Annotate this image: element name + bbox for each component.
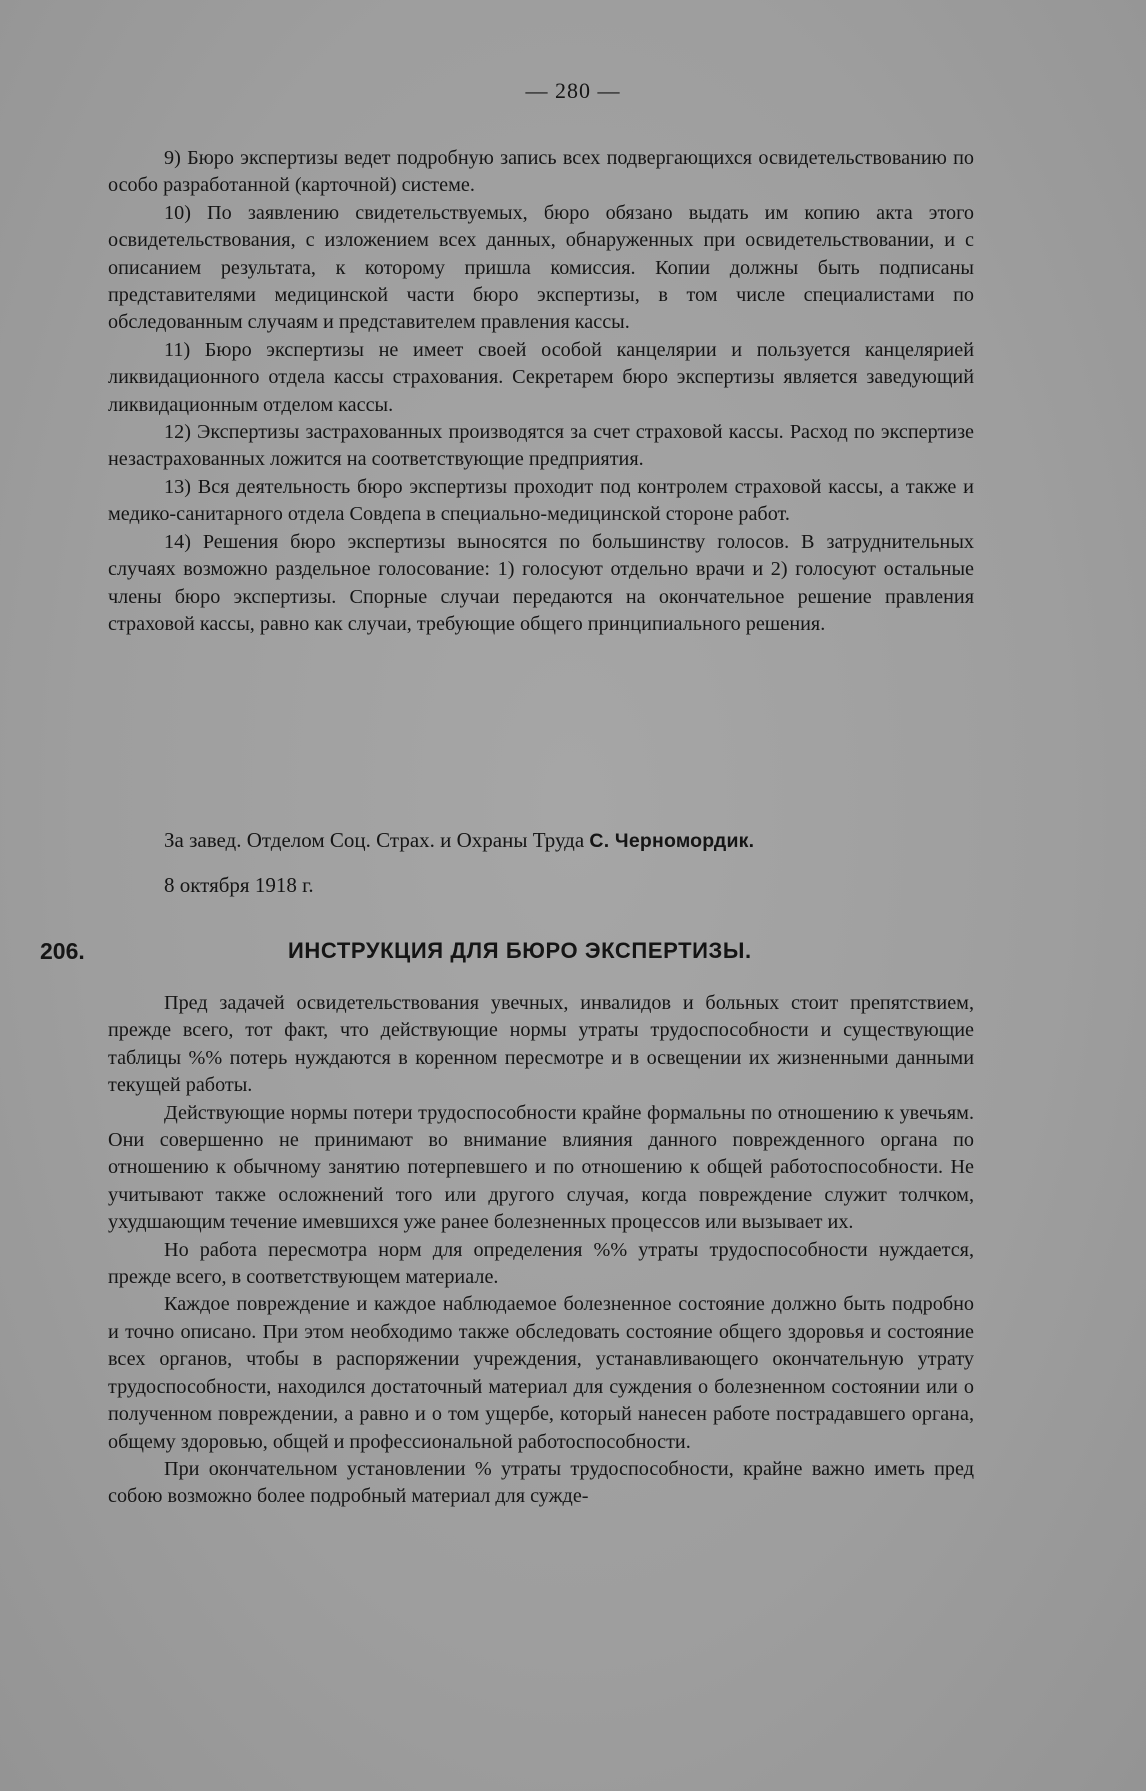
instruction-paragraph: При окончательном установлении % утраты трудоспособности, крайне важно иметь пред собою возможно более подробный материал для сужде-: [108, 1457, 974, 1508]
clause-14: 14) Решения бюро экспертизы выносятся по большинству голосов. В затруднительных случаях возможно раздельное голосование: 1) голосуют отдельно врачи и 2) голосуют остальные члены бюро экспертизы. Спорные случаи передаются на окончательное решение правления страховой кассы, равно как случаи, требующие общего принципиального решения.: [108, 530, 974, 635]
instruction-paragraph: Действующие нормы потери трудоспособности крайне формальны по отношению к увечьям. Они совершенно не принимают во внимание влияния данного поврежденного органа по отношению к обычному занятию потерпевшего и по отношению к общей работоспособности. Не учитывают также осложнений того или другого случая, когда повреждение служит толчком, ухудшающим течение имевшихся уже ранее болезненных процессов или вызывает их.: [108, 1101, 974, 1234]
instruction-paragraph: Пред задачей освидетельствования увечных, инвалидов и больных стоит препятствием, прежде всего, тот факт, что действующие нормы утраты трудоспособности и существующие таблицы %% потерь нуждаются в коренном пересмотре и в освещении их жизненными данными текущей работы.: [108, 992, 974, 1097]
signature-line: [164, 828, 754, 853]
regulation-clauses: [108, 145, 974, 638]
instruction-body: [108, 990, 974, 1511]
clause-12: 12) Экспертизы застрахованных производятся за счет страховой кассы. Расход по экспертизе незастрахованных ложится на соответствующие предприятия.: [108, 421, 974, 471]
section-number: 206.: [40, 938, 85, 964]
instruction-paragraph: Но работа пересмотра норм для определения %% утраты трудоспособности нуждается, прежде всего, в соответствующем материале.: [108, 1238, 974, 1289]
section-title: ИНСТРУКЦИЯ ДЛЯ БЮРО ЭКСПЕРТИЗЫ.: [288, 938, 752, 963]
clause-10: 10) По заявлению свидетельствуемых, бюро обязано выдать им копию акта этого освидетельствования, с изложением всех данных, обнаруженных при освидетельствовании, и с описанием результата, к которому пришла комиссия. Копии должны быть подписаны представителями медицинской части бюро экспертизы, в том числе специалистами по обследованным случаям и представителем правления кассы.: [108, 201, 974, 334]
document-date: 8 октября 1918 г.: [164, 873, 314, 897]
clause-9: 9) Бюро экспертизы ведет подробную запись всех подвергающихся освидетельствованию по особо разработанной (карточной) системе.: [108, 147, 974, 197]
clause-11: 11) Бюро экспертизы не имеет своей особой канцелярии и пользуется канцелярией ликвидационного отдела кассы страхования. Секретарем бюро экспертизы является заведующий ликвидационным отделом кассы.: [108, 338, 974, 416]
clause-13: 13) Вся деятельность бюро экспертизы проходит под контролем страховой кассы, а также и медико-санитарного отдела Совдепа в специально-медицинской стороне работ.: [108, 475, 974, 526]
instruction-paragraph: Каждое повреждение и каждое наблюдаемое болезненное состояние должно быть подробно и точно описано. При этом необходимо также обследовать состояние общего здоровья и состояние всех органов, чтобы в распоряжении учреждения, устанавливающего окончательную утрату трудоспособности, находился достаточный материал для суждения о болезненном состоянии или о полученном повреждении, а равно и о том ущербе, который нанесен работе пострадавшего органа, общему здоровью, общей и профессиональной работоспособности.: [108, 1293, 974, 1453]
page-number: — 280 —: [525, 78, 621, 103]
signature-name: С. Черномордик.: [589, 830, 755, 852]
signature-prefix: За завед. Отделом Соц. Страх. и Охраны Труда: [164, 828, 585, 852]
